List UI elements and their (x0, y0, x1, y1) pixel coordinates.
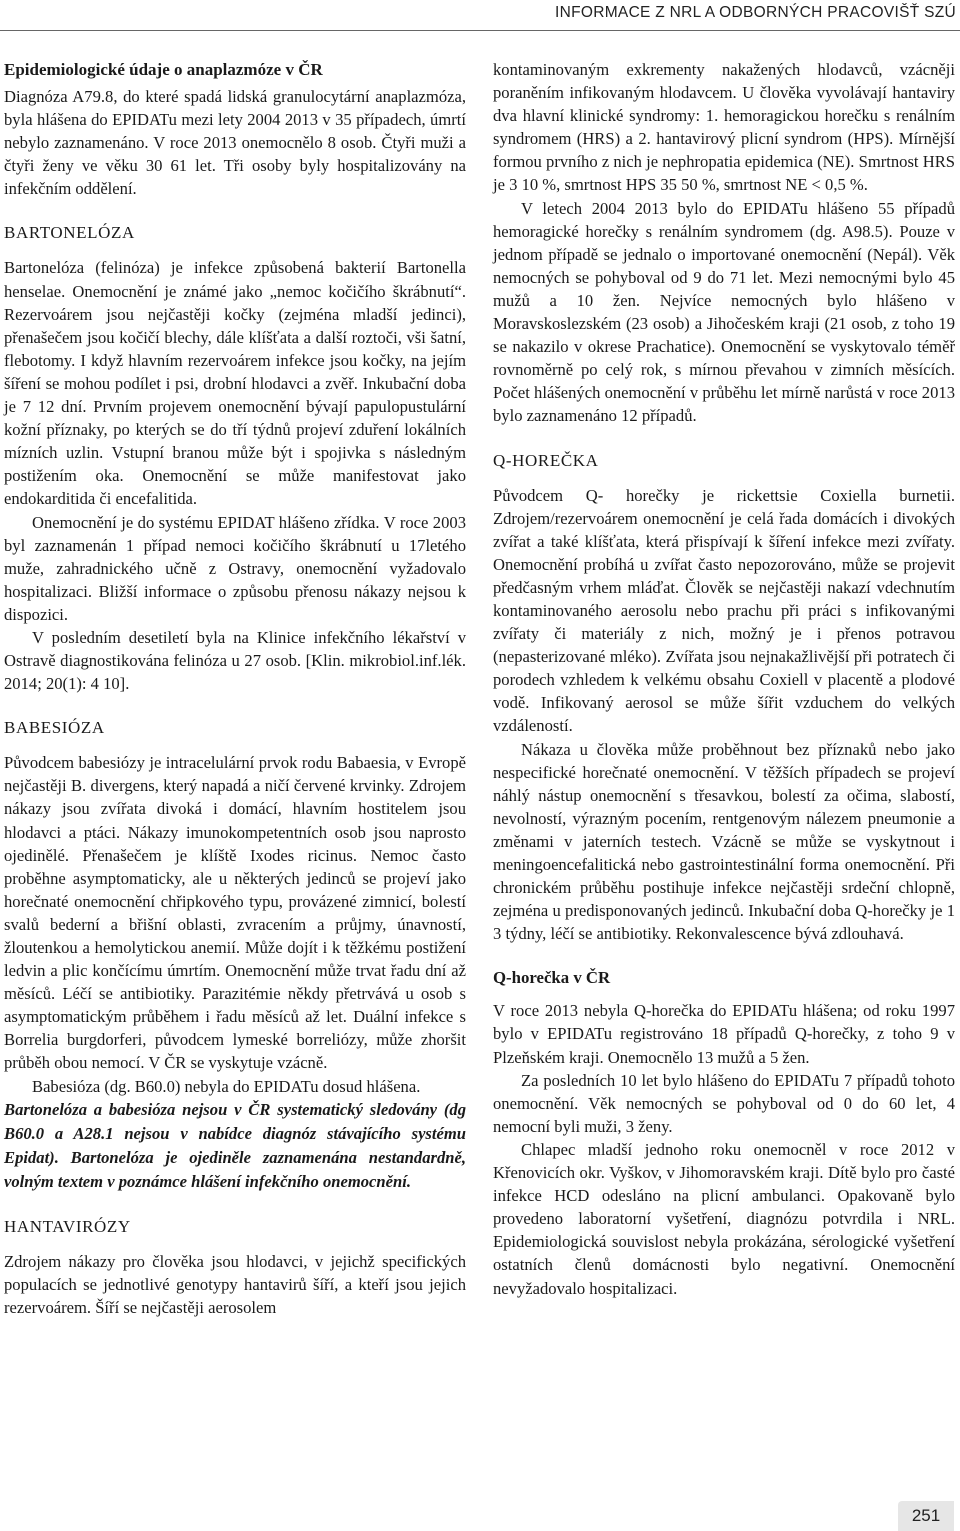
page-header (0, 0, 960, 28)
babesiosis-paragraph-1: Původcem babesiózy je intracelulární prvok rodu Babaesia, v Evropě nejčastěji B. divergens, který napadá a ničí červené krvinky. Zdrojem nákazy jsou zvířata divoká i domácí, hlavním hostitelem jsou hlodavci a ptáci. Nákazy imunokompetentních osob jsou naprosto ojedinělé. Přenašečem je klíště Ixodes ricinus. Nemoc často proběhne asymptomaticky, ale u některých jedinců se projeví jako horečnaté onemocnění chřipkového typu, provázené zimnicí, bolestí svalů bederní a břišní oblasti, zvracením a průjmy, únavností, žloutenkou a hemolytickou anemií. Může dojít i k těžkému postižení ledvin a plic končícímu úmrtím. Onemocnění může trvat řadu dní až měsíců. Léčí se antibiotiky. Parazitémie někdy přetrvává u osob s asymptomatickým průběhem i řadu měsíců až let. Duální infekce s Borrelia burgdorferi, původcem lymeské borreliózy, může zhoršit průběh obou nemocí. V ČR se vyskytuje vzácně. (4, 753, 466, 1073)
q-fever-paragraph-2: Nákaza u člověka může proběhnout bez příznaků nebo jako nespecifické horečnaté onemocnění. V těžších případech se projeví náhlý nástup onemocnění s třesavkou, bolestí za očima, slabostí, nevolností, výrazným pocením, rentgenovým nálezem pneumonie a změnami v jaterních testech. Vzácně se může se vyskytnout i meningoencefalitická nebo gastrointestinální forma onemocnění. Při chronickém průběhu postihuje infekce nejčastěji srdeční chlopně, zejména u predisponovaných jedinců. Inkubační doba Q-horečky je 1 3 týdny, léčí se antibiotiky. Rekonvalescence bývá zdlouhavá. (493, 739, 955, 944)
babesiosis-heading: BABESIÓZA (4, 718, 105, 738)
q-fever-cr-paragraph-1: V roce 2013 nebyla Q-horečka do EPIDATu hlášena; od roku 1997 bylo v EPIDATu registrováno 18 případů Q-horečky, z toho 9 v Plzeňském kraji. Onemocnělo 13 mužů a 5 žen. (493, 1001, 955, 1067)
bartonellosis-heading: BARTONELÓZA (4, 223, 135, 243)
bartonellosis-paragraph-2: Onemocnění je do systému EPIDAT hlášeno zřídka. V roce 2003 byl zaznamenán 1 případ nemoci kočičího škrábnutí u 17letého muže, zahradnického učně z Ostravy, onemocnění vyžadovalo hospitalizaci. Bližší informace o způsobu přenosu nákazy nejsou k dispozici. (4, 512, 466, 624)
q-fever-cr-heading: Q-horečka v ČR (493, 968, 611, 988)
q-fever-cr-paragraph-3: Chlapec mladší jednoho roku onemocněl v roce 2012 v Křenovicích okr. Vyškov, v Jihomoravském kraji. Dítě bylo pro časté infekce HCD odesláno na plicní ambulanci. Opakovaně bylo provedeno laboratorní vyšetření, diagnózu potvrdila i NRL. Epidemiologická souvislost nebyla prokázána, sérologické vyšetření ostatních členů domácnosti bylo negativní. Onemocnění nevyžadovalo hospitalizaci. (493, 1139, 955, 1298)
bartonellosis-paragraph-1: Bartonelóza (felinóza) je infekce způsobená bakterií Bartonella henselae. Onemocnění je známé jako „nemoc kočičího škrábnutí“. Rezervoárem jsou nejčastěji kočky (zejména mladší jedinci), přenašečem jsou kočičí blechy, dále klíšťata a další roztoči, vši šatní, flebotomy. I když hlavním rezervoárem infekce jsou kočky, na jejím šíření se mohou podílet i psi, drobní hlodavci a zvěř. Inkubační doba je 7 12 dní. Prvním projevem onemocnění bývají papulopustulární kožní příznaky, po kterých se do tří týdnů projeví zduření lokálních mízních uzlin. Vstupní branou může být i spojivka s následným postižením oka. Onemocnění se může manifestovat jako endokarditida či encefalitida. (4, 258, 466, 509)
surveillance-note: Bartonelóza a babesióza nejsou v ČR systematický sledovány (dg B60.0 a A28.1 nejsou v nabídce diagnóz stávajícího systému Epidat). Bartonelóza je ojediněle zaznamenána nestandardně, volným textem v poznámce hlášení infekčního onemocnění. (4, 1099, 466, 1191)
hantavirus-paragraph-continued: kontaminovaným exkrementy nakažených hlodavců, vzácněji poraněním infikovaným hlodavcem. U člověka vyvolávají hantaviry dva hlavní klinické syndromy: 1. hemoragickou horečku s renálním syndromem (HRS) a 2. hantavirový plicní syndrom (HPS). Mírnější formou prvního z nich je nephropatia epidemica (NE). Smrtnost HRS je 3 10 %, smrtnost HPS 35 50 %, smrtnost NE < 0,5 %. (493, 60, 955, 195)
page-number: 251 (898, 1501, 954, 1531)
anaplasmosis-heading: Epidemiologické údaje o anaplazmóze v ČR (4, 60, 323, 79)
q-fever-cr-paragraph-2: Za posledních 10 let bylo hlášeno do EPIDATu 7 případů tohoto onemocnění. Věk nemocných se pohyboval od 0 do 60 let, 4 nemocní byli muži, 3 ženy. (493, 1070, 955, 1136)
running-header-title: INFORMACE Z NRL A ODBORNÝCH PRACOVIŠŤ SZÚ (555, 4, 956, 21)
right-column (493, 58, 955, 1300)
q-fever-paragraph-1: Původcem Q- horečky je rickettsie Coxiella burnetii. Zdrojem/rezervoárem onemocnění je celá řada domácích i divokých zvířat a také klíšťata, která přispívají k šíření infekce mezi zvířaty. Onemocnění probíhá u zvířat často nepozorováno, může se projevit předčasným vrhem mláďat. Člověk se nejčastěji nakazí vdechnutím kontaminovaného aerosolu nebo prachu při práci s infikovanými zvířaty či materiály z nich, možný je i přenos potravou (nepasterizované mléko). Zvířata jsou nejnakažlivější při potratech či porodech vzhledem k velkému obsahu Coxiell v placentě a plodové vodě. Infikovaný aerosol se může šířit vzduchem do velkých vzdáleností. (493, 485, 955, 736)
left-column (4, 58, 466, 1319)
hantavirus-heading: HANTAVIRÓZY (4, 1216, 131, 1236)
hantavirus-paragraph-2: V letech 2004 2013 bylo do EPIDATu hlášeno 55 případů hemoragické horečky s renálním syndromem (dg. A98.5). Pouze v jednom případě se jednalo o importované onemocnění (Nepál). Věk nemocných se pohyboval od 9 do 71 let. Mezi nemocnými bylo 45 mužů a 10 žen. Nejvíce nemocných bylo hlášeno v Moravskoslezském (23 osob) a Jihočeském kraji (21 osob, z toho 19 se nakazilo v okrese Prachatice). Onemocnění se vyskytovalo téměř rovnoměrně po celý rok, s mírnou převahou v zimních měsících. Počet hlášených onemocnění v průběhu let mírně narůstá v roce 2013 bylo zaznamenáno 12 případů. (493, 198, 955, 426)
q-fever-heading: Q-HOREČKA (493, 450, 599, 470)
anaplasmosis-paragraph: Diagnóza A79.8, do které spadá lidská granulocytární anaplazmóza, byla hlášena do EPIDATu mezi lety 2004 2013 v 35 případech, úmrtí nebylo zaznamenáno. V roce 2013 onemocnělo 8 osob. Čtyři muži a čtyři ženy ve věku 30 61 let. Tři osoby byly hospitalizovány na infekčním oddělení. (4, 87, 466, 199)
babesiosis-paragraph-2: Babesióza (dg. B60.0) nebyla do EPIDATu dosud hlášena. (32, 1076, 421, 1096)
bartonellosis-paragraph-3: V posledním desetiletí byla na Klinice infekčního lékařství v Ostravě diagnostikována felinóza u 27 osob. [Klin. mikrobiol.inf.lék. 2014; 20(1): 4 10]. (4, 627, 466, 694)
hantavirus-paragraph-1: Zdrojem nákazy pro člověka jsou hlodavci, v jejichž specifických populacích se jednotlivé genotypy hantavirů šíří, a kteří jsou jejich rezervoárem. Šíří se nejčastěji aerosolem (4, 1251, 466, 1317)
header-rule (0, 30, 960, 31)
